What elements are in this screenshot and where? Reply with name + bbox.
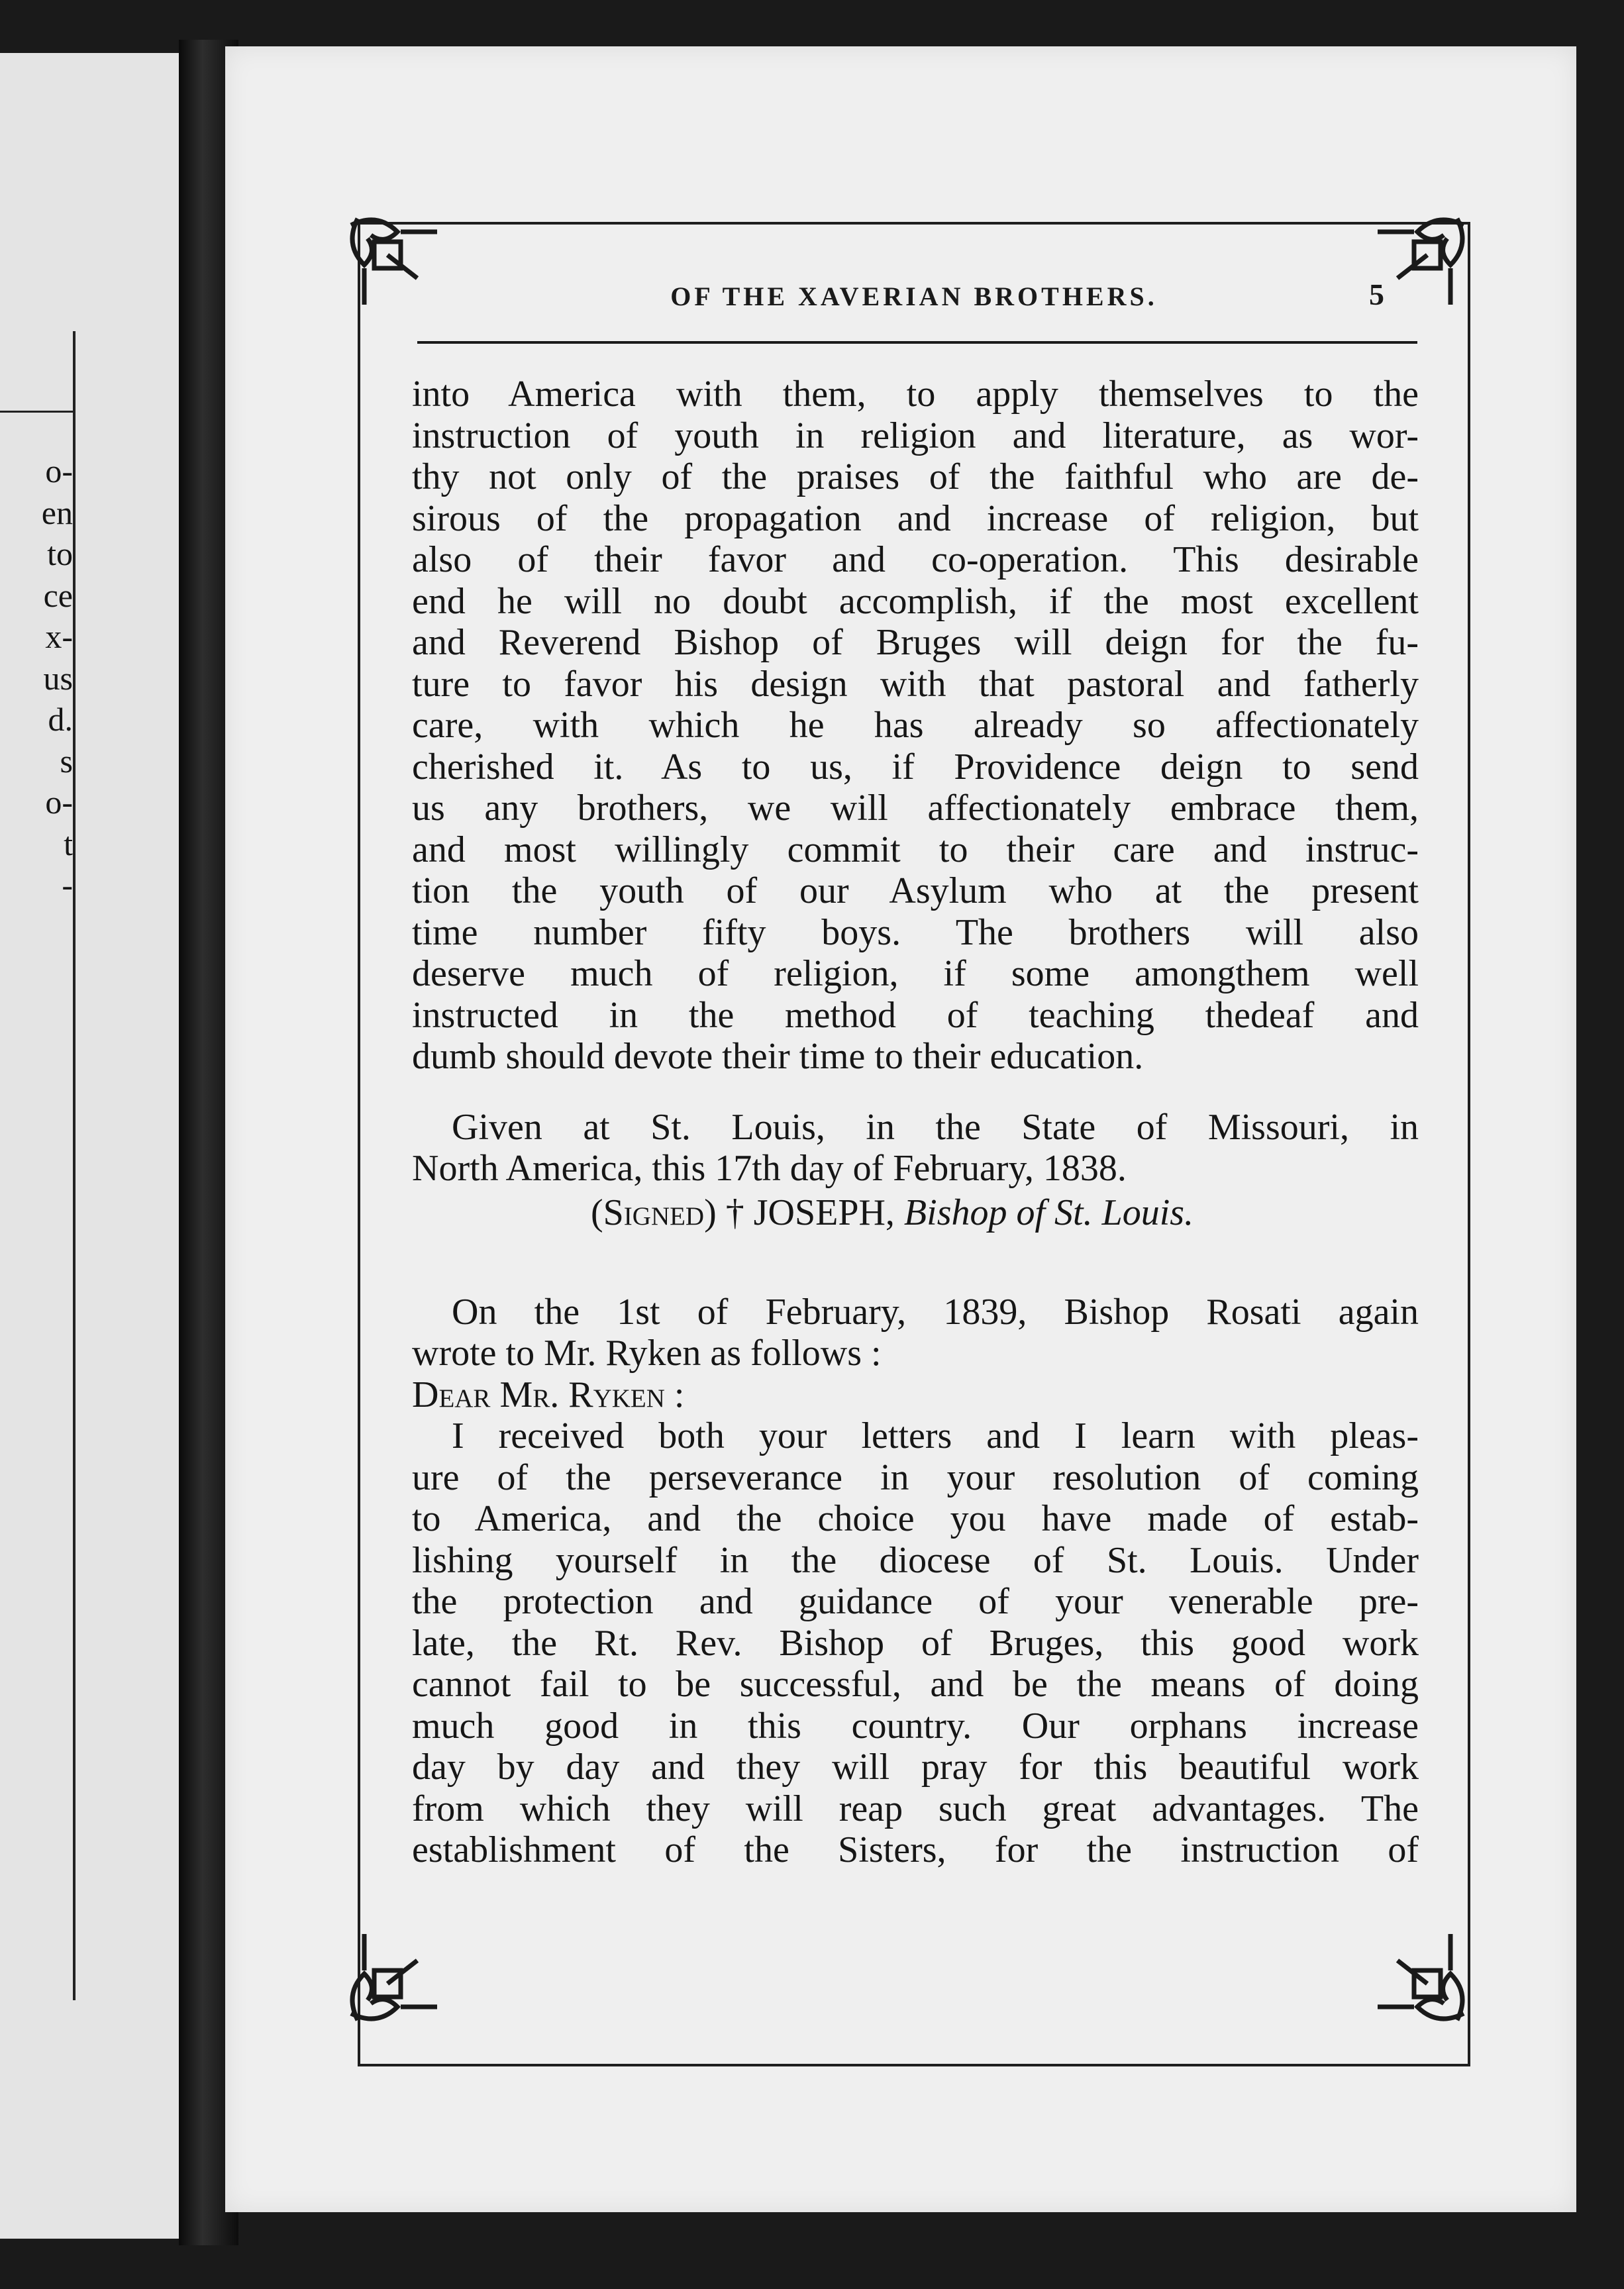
corner-ornament-icon <box>1364 1921 1477 2033</box>
left-fragment: ce <box>43 576 73 614</box>
text-line: Given at St. Louis, in the State of Missouri, in <box>452 1106 1419 1148</box>
signature-line <box>412 1190 1419 1236</box>
text-line: from which they will reap such great advantages. The <box>412 1788 1419 1829</box>
paragraph-letter-continuation <box>412 374 1419 1078</box>
text-line: deserve much of religion, if some amongthem well <box>412 953 1419 994</box>
corner-ornament-icon <box>338 1921 450 2033</box>
left-fragment: o- <box>45 452 73 489</box>
left-fragment: s <box>60 742 73 780</box>
text-line: instructed in the method of teaching thedeaf and <box>412 994 1419 1036</box>
text-line: thy not only of the praises of the faithful who are de- <box>412 456 1419 497</box>
text-line: time number fifty boys. The brothers will also <box>412 911 1419 953</box>
left-facing-page <box>0 53 192 2239</box>
signed-label: (Signed) <box>591 1192 717 1233</box>
left-page-text-fragments <box>0 450 73 906</box>
text-line: end he will no doubt accomplish, if the most excellent <box>412 580 1419 622</box>
paragraph-rosati <box>412 1292 1419 1374</box>
paragraph-gap <box>412 1236 1419 1292</box>
text-line: On the 1st of February, 1839, Bishop Rosati again <box>452 1291 1419 1333</box>
text-line: much good in this country. Our orphans increase <box>412 1705 1419 1747</box>
left-fragment: to <box>47 535 73 572</box>
left-fragment: o- <box>45 784 73 821</box>
text-line: cherished it. As to us, if Providence deign to send <box>412 746 1419 788</box>
left-fragment: d. <box>48 701 73 738</box>
left-fragment: t <box>64 825 73 862</box>
text-line: North America, this 17th day of February, 1838. <box>412 1148 1127 1189</box>
page-number: 5 <box>1369 278 1384 311</box>
running-head-title: OF THE XAVERIAN BROTHERS. <box>670 281 1158 311</box>
text-line: and most willingly commit to their care and instruc- <box>412 829 1419 870</box>
text-line: establishment of the Sisters, for the instruction of <box>412 1829 1419 1870</box>
left-fragment: - <box>62 866 73 903</box>
text-line: us any brothers, we will affectionately embrace them, <box>412 788 1419 829</box>
left-fragment: us <box>43 659 73 697</box>
text-line: ture to favor his design with that pastoral and fatherly <box>412 663 1419 705</box>
paragraph-gap <box>412 1078 1419 1107</box>
text-line: to America, and the choice you have made of estab- <box>412 1498 1419 1539</box>
left-page-border <box>73 331 76 2000</box>
text-line: wrote to Mr. Ryken as follows : <box>412 1333 882 1374</box>
text-line: day by day and they will pray for this beautiful work <box>412 1747 1419 1788</box>
text-line: sirous of the propagation and increase of religion, but <box>412 497 1419 539</box>
running-head <box>411 272 1417 331</box>
paragraph-given <box>412 1107 1419 1190</box>
left-fragment: en <box>41 493 73 531</box>
text-line: tion the youth of our Asylum who at the present <box>412 870 1419 911</box>
text-line: lishing yourself in the diocese of St. Louis. Under <box>412 1539 1419 1581</box>
signer-title: Bishop of St. Louis. <box>903 1192 1194 1233</box>
text-line: into America with them, to apply themselves to the <box>412 374 1419 415</box>
text-line: the protection and guidance of your venerable pre- <box>412 1581 1419 1622</box>
text-line: cannot fail to be successful, and be the means of doing <box>412 1664 1419 1705</box>
body-text <box>412 374 1419 1871</box>
signer-name: † JOSEPH, <box>725 1192 895 1233</box>
book-page <box>225 46 1576 2212</box>
text-line: instruction of youth in religion and literature, as wor- <box>412 415 1419 456</box>
text-line: and Reverend Bishop of Bruges will deign for the fu- <box>412 622 1419 663</box>
left-fragment: x- <box>45 618 73 655</box>
text-line: I received both your letters and I learn with pleas- <box>452 1415 1419 1456</box>
head-rule <box>417 341 1417 344</box>
text-line: also of their favor and co-operation. This desirable <box>412 539 1419 580</box>
text-line: ure of the perseverance in your resolution of coming <box>412 1456 1419 1498</box>
paragraph-letter <box>412 1415 1419 1871</box>
text-line: dumb should devote their time to their education. <box>412 1036 1144 1077</box>
text-line: care, with which he has already so affectionately <box>412 705 1419 746</box>
salutation: Dear Mr. Ryken : <box>412 1374 685 1415</box>
left-page-head-rule <box>0 411 73 413</box>
text-line: late, the Rt. Rev. Bishop of Bruges, this good work <box>412 1622 1419 1664</box>
